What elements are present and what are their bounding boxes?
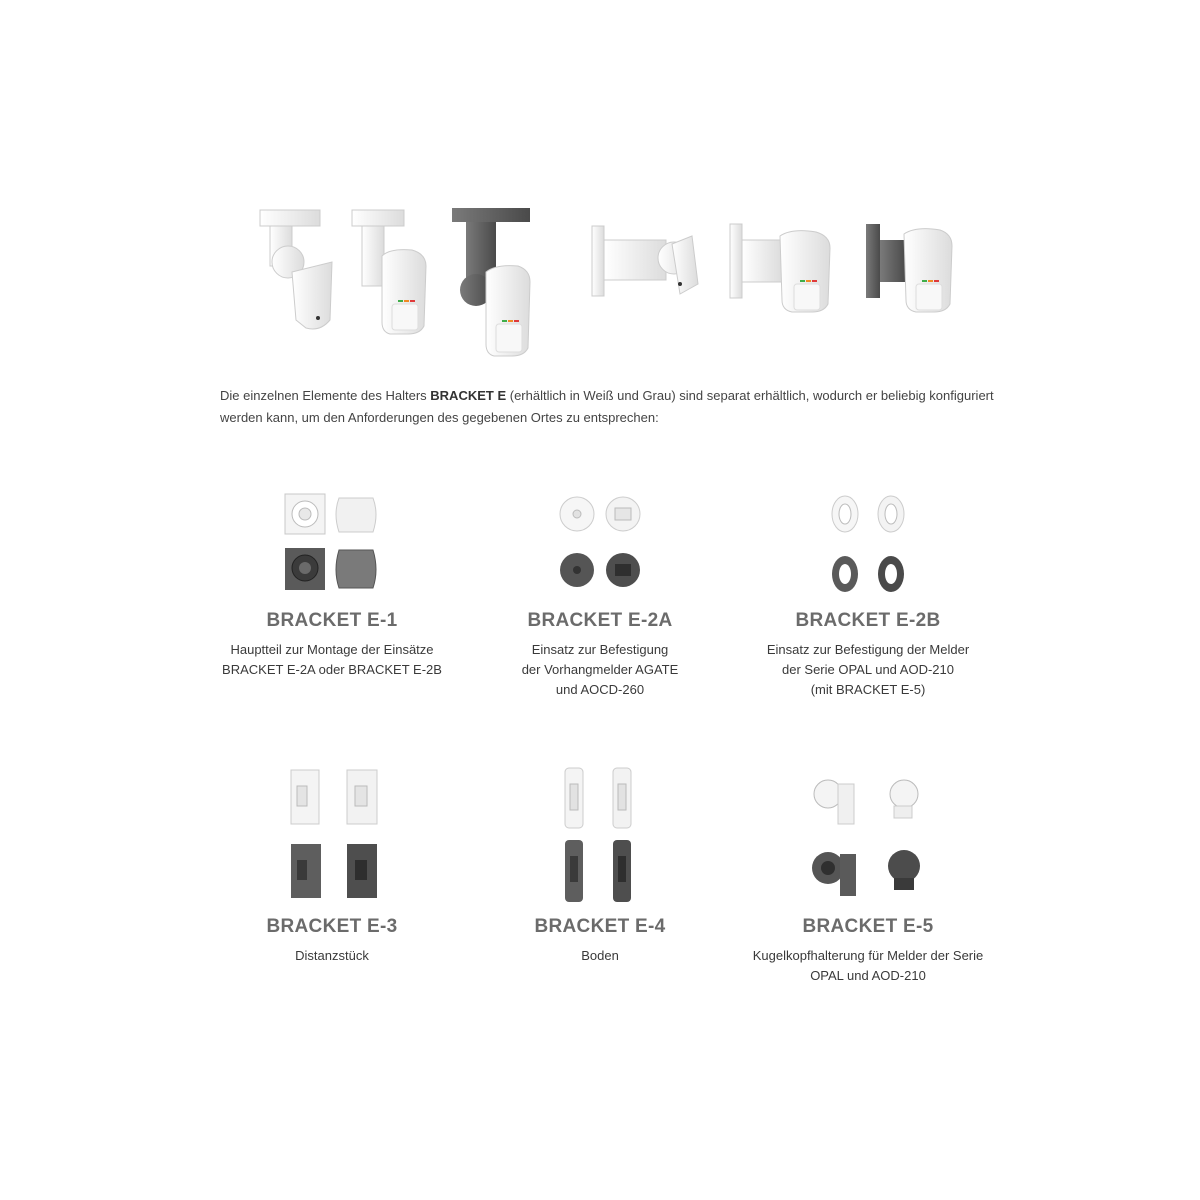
intro-text-after: (erhältlich in Weiß und Grau) sind separat erhältlich, wodurch er beliebig konfiguriert werden kann, um den Anforderungen des gegebenen Ortes zu entsprechen:: [220, 388, 994, 425]
bracket-e3-card: [182, 764, 482, 966]
bracket-e1-card: [182, 488, 482, 680]
bracket-e1-housing-icon: [277, 488, 387, 598]
item-description: Boden: [581, 948, 619, 963]
item-title: BRACKET E-2A: [527, 610, 673, 631]
item-description: Einsatz zur Befestigung der Melder der Serie OPAL und AOD-210 (mit BRACKET E-5): [766, 642, 970, 697]
item-title: BRACKET E-1: [266, 610, 398, 631]
intro-paragraph: [220, 385, 1000, 429]
bracket-e2a-insert-icon: [545, 488, 655, 598]
hero-product-image: [240, 200, 960, 370]
bracket-e5-card: [718, 764, 1018, 986]
bracket-configurations-graphic: [240, 200, 960, 370]
ceiling-mount-white-detector-icon: [352, 210, 426, 334]
bracket-e3-spacer-icon: [277, 764, 387, 904]
intro-text-before: Die einzelnen Elemente des Halters: [220, 388, 431, 403]
bracket-e4-card: [450, 764, 750, 966]
intro-product-name: BRACKET E: [430, 388, 507, 403]
item-description: Einsatz zur Befestigung der Vorhangmelder AGATE und AOCD-260: [521, 642, 679, 697]
item-title: BRACKET E-5: [802, 916, 934, 937]
bracket-e5-balljoint-icon: [798, 764, 938, 904]
wall-mount-white-detector-icon: [730, 224, 830, 312]
bracket-e2b-insert-icon: [813, 488, 923, 598]
wall-mount-bare-icon: [592, 226, 698, 296]
bracket-e2a-card: [450, 488, 750, 700]
item-description: Distanzstück: [295, 948, 369, 963]
item-description: Kugelkopfhalterung für Melder der Serie OPAL und AOD-210: [752, 948, 984, 983]
ceiling-mount-bare-icon: [260, 210, 332, 329]
ceiling-mount-grey-detector-icon: [452, 208, 530, 356]
item-title: BRACKET E-4: [534, 916, 666, 937]
item-title: BRACKET E-2B: [795, 610, 941, 631]
bracket-e4-base-icon: [545, 764, 655, 904]
item-title: BRACKET E-3: [266, 916, 398, 937]
item-description: Hauptteil zur Montage der Einsätze BRACKET E-2A oder BRACKET E-2B: [222, 642, 442, 677]
wall-mount-grey-detector-icon: [866, 224, 952, 312]
bracket-e2b-card: [718, 488, 1018, 700]
